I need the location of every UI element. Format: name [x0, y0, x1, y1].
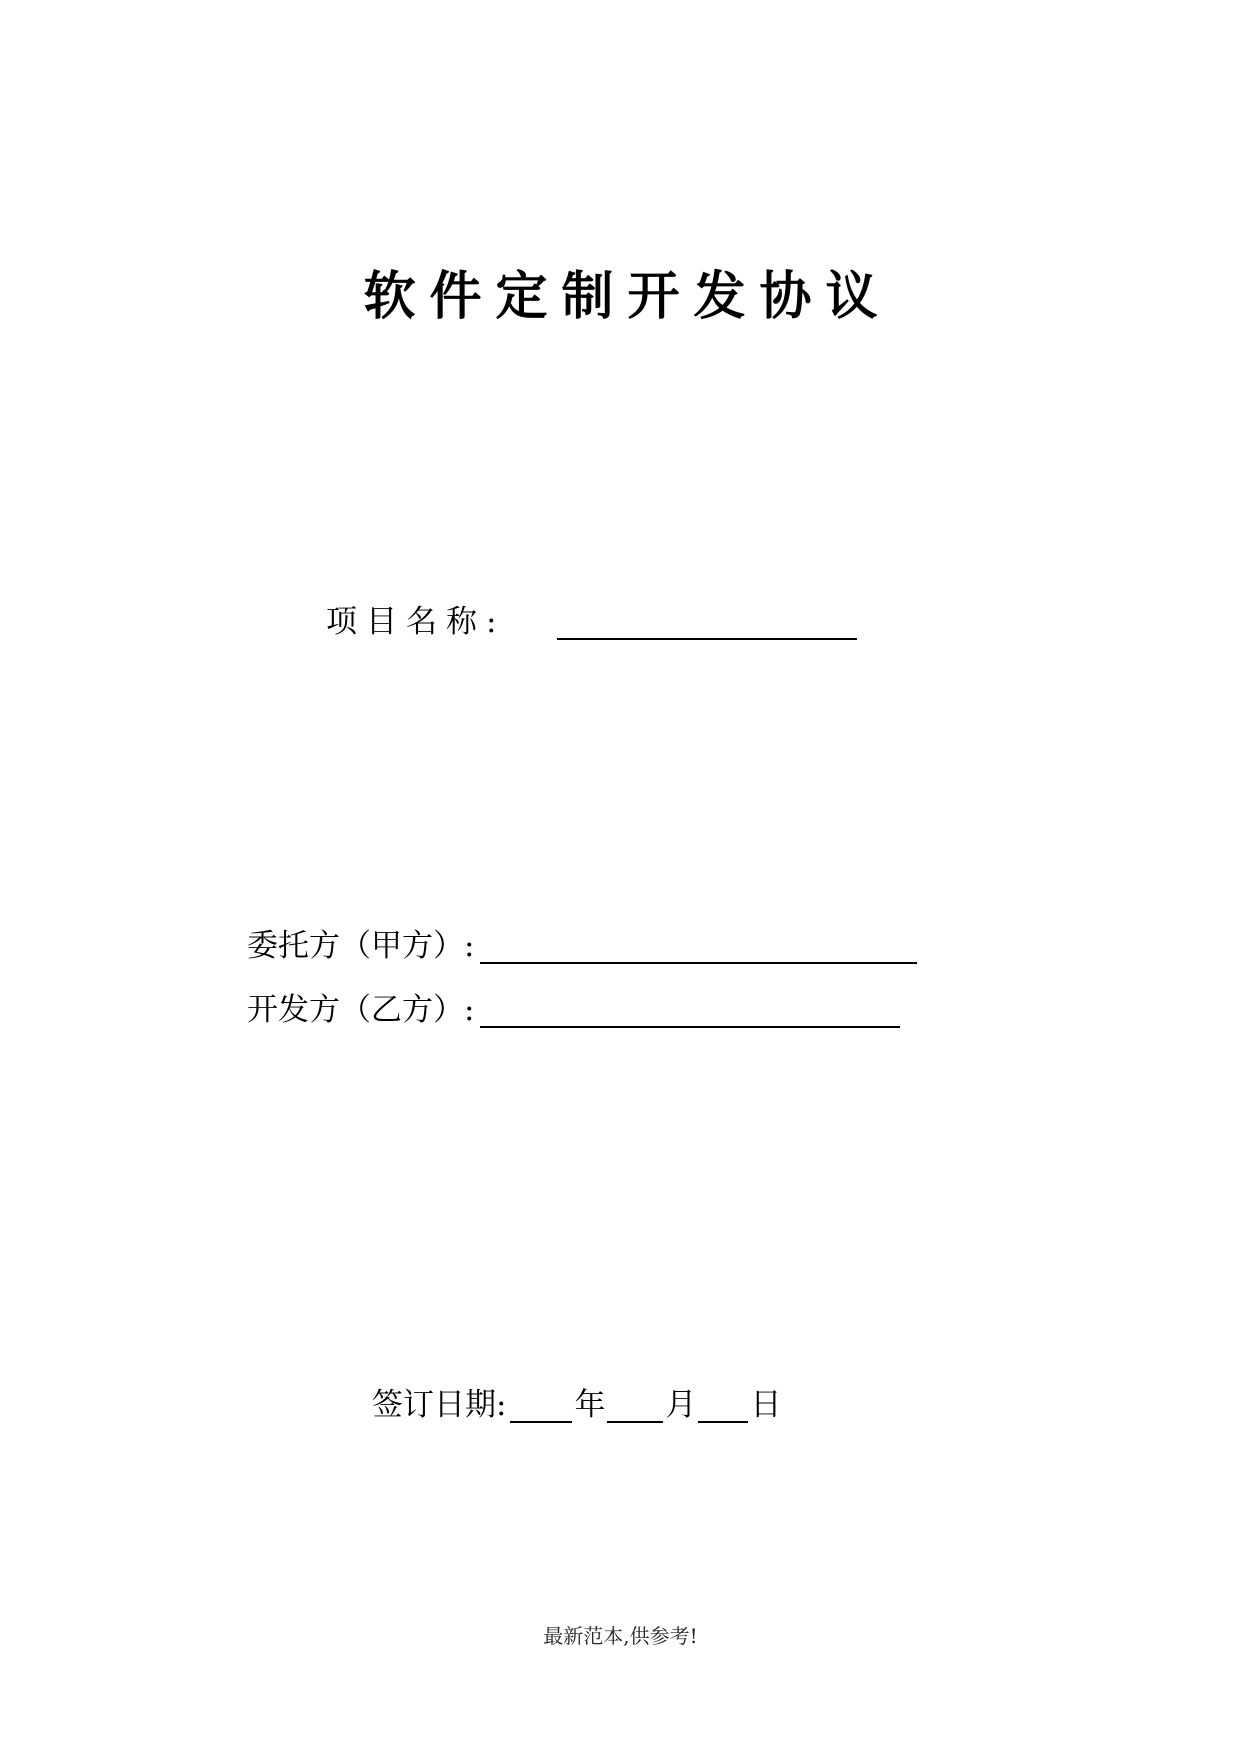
party-a-row [247, 926, 917, 966]
party-b-label: 开发方（乙方）: [247, 992, 475, 1028]
project-name-label: 项目名称: [326, 604, 506, 640]
document-title: 软件定制开发协议 [363, 267, 892, 327]
project-name-blank [557, 604, 857, 640]
party-b-blank [480, 992, 900, 1028]
party-a-label: 委托方（甲方）: [247, 928, 475, 964]
footer-note: 最新范本,供参考! [543, 1624, 698, 1648]
month-blank [607, 1387, 663, 1423]
year-blank [510, 1387, 572, 1423]
day-label: 日 [750, 1387, 782, 1423]
signing-date-row [372, 1385, 781, 1425]
party-a-blank [480, 928, 917, 964]
signing-date-label: 签订日期: [372, 1387, 507, 1423]
day-blank [698, 1387, 748, 1423]
project-name-row [326, 602, 857, 642]
year-label: 年 [574, 1387, 606, 1423]
party-b-row [247, 990, 900, 1030]
month-label: 月 [665, 1387, 697, 1423]
